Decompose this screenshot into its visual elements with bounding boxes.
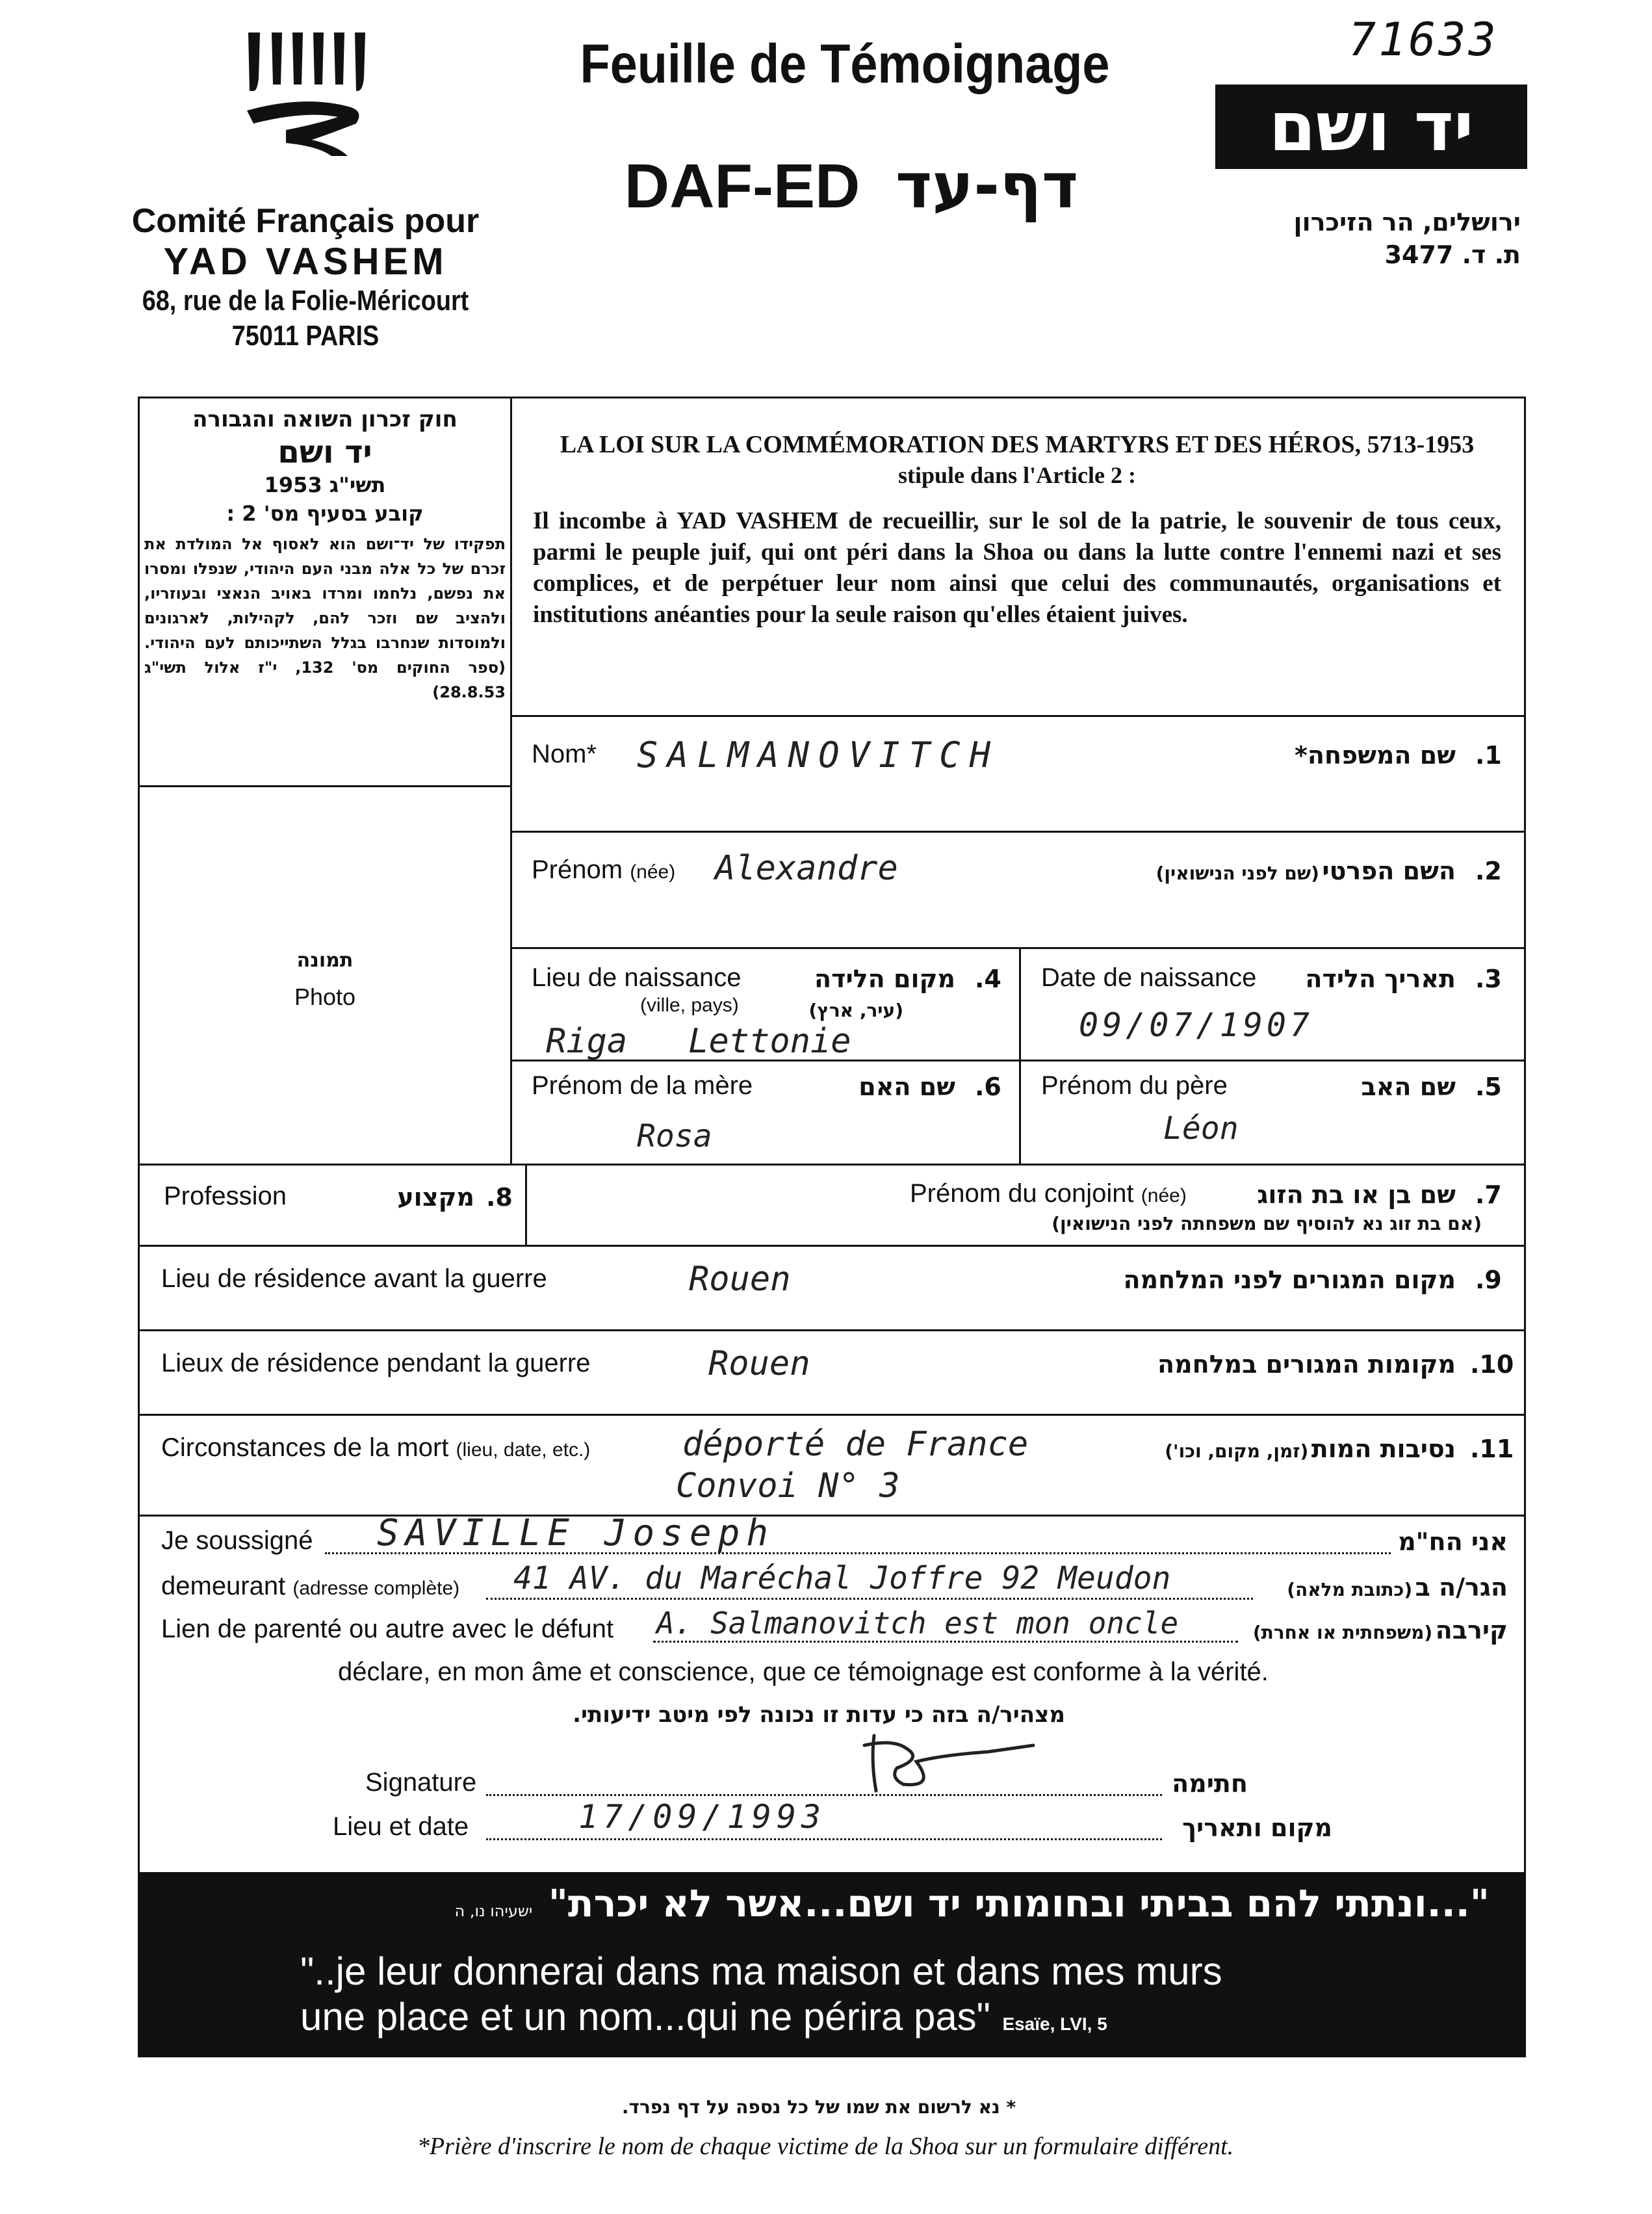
declare-hebrew: מצהיר/ה בזה כי עדות זו נכונה לפי מיטב ידיעותי.	[573, 1702, 1065, 1728]
law-hebrew-line2: יד ושם	[277, 434, 372, 471]
law-hebrew-line3: תשי"ג 1953	[264, 473, 386, 497]
banner-french-line2: une place et un nom...qui ne périra pas"	[300, 1995, 990, 2038]
conjoint-label	[910, 1179, 1187, 1208]
demeurant-label-main: demeurant	[161, 1572, 286, 1600]
yad-vashem-logo: יד ושם	[1215, 85, 1527, 169]
date-naissance-label: Date de naissance	[1041, 963, 1257, 992]
lieu-naissance-hebrew: מקום הלידה	[814, 965, 955, 993]
demeurant-label-small: (adresse complète)	[292, 1578, 460, 1599]
banner-hebrew: "...ונתתי להם בביתי ובחומותי יד ושם...אשר לא יכרת"	[548, 1881, 1490, 1925]
law-french-body: Il incombe à YAD VASHEM de recueillir, sur le sol de la patrie, le souvenir de tous ceux, parmi le peuple juif, qui ont péri dans la Shoa ou dans la lutte contre l'ennemi nazi et ses complices, et de perpétuer leur nom ainsi que celui des communautés, organisations et institutions anéanties pour la seule raison qu'elles étaient juives.	[533, 508, 1501, 628]
prenom-mere-number: .6	[975, 1073, 1001, 1101]
lieu-naissance-field[interactable]: Riga Lettonie	[546, 1022, 851, 1061]
lieu-date-hebrew: מקום ותאריך	[1182, 1814, 1332, 1842]
footer-french: *Prière d'inscrire le nom de chaque victime de la Shoa sur un formulaire différent.	[417, 2133, 1234, 2160]
soussigne-field[interactable]: SAVILLE Joseph	[377, 1512, 775, 1554]
date-naissance-hebrew: תאריך הלידה	[1305, 965, 1456, 993]
photo-hebrew: תמונה	[296, 949, 354, 972]
footer-hebrew: * נא לרשום את שמו של כל נספה על דף נפרד.	[621, 2096, 1016, 2118]
circonstances-label-small: (lieu, date, etc.)	[456, 1439, 591, 1461]
law-french-title: LA LOI SUR LA COMMÉMORATION DES MARTYRS ET DES HÉROS, 5713-1953	[560, 431, 1475, 458]
law-hebrew-line1: חוק זכרון השואה והגבורה	[192, 406, 458, 432]
residence-pendant-hebrew: מקומות המגורים במלחמה	[1157, 1350, 1456, 1379]
lien-label: Lien de parenté ou autre avec le défunt	[161, 1615, 614, 1643]
residence-pendant-field[interactable]: Rouen	[708, 1344, 810, 1383]
circonstances-field-line2[interactable]: Convoi N° 3	[676, 1466, 900, 1505]
quote-banner	[138, 1872, 1526, 2057]
nom-field[interactable]: SALMANOVITCH	[637, 735, 1000, 775]
lien-hebrew-small: (משפחתית או אחרת)	[1252, 1622, 1433, 1643]
soussigne-label: Je soussigné	[161, 1526, 313, 1555]
residence-pendant-number: .10	[1470, 1350, 1514, 1379]
date-naissance-field[interactable]: 09/07/1907	[1079, 1006, 1314, 1044]
page-title: Feuille de Témoignage	[580, 33, 1110, 94]
law-hebrew-block	[144, 404, 506, 705]
nom-number: .1	[1475, 741, 1502, 770]
circonstances-hebrew-group	[1053, 1435, 1456, 1463]
nom-label: Nom*	[532, 740, 597, 768]
conjoint-hebrew: שם בן או בת הזוג	[1257, 1180, 1456, 1209]
prenom-label-small: (née)	[630, 861, 676, 883]
profession-number: .8	[486, 1183, 513, 1212]
banner-french-line1: "..je leur donnerai dans ma maison et dans mes murs	[300, 1949, 1222, 1993]
banner-french-line2-group	[300, 1994, 1107, 2039]
daf-ed-hebrew: דף-עד	[895, 150, 1079, 222]
banner-hebrew-ref: ישעיהו נו, ה	[454, 1902, 533, 1920]
soussigne-hebrew: אני הח"מ	[1398, 1528, 1508, 1556]
prenom-pere-field[interactable]: Léon	[1163, 1110, 1239, 1147]
law-french-subtitle: stipule dans l'Article 2 :	[898, 462, 1136, 488]
prenom-number: .2	[1475, 857, 1502, 885]
conjoint-hebrew-small: (אם בת זוג נא להוסיף שם משפחתה לפני הנישואין)	[1052, 1213, 1482, 1234]
prenom-pere-label: Prénom du père	[1041, 1071, 1228, 1100]
conjoint-label-small: (née)	[1141, 1185, 1187, 1206]
jerusalem-line2: ת. ד. 3477	[1384, 241, 1521, 269]
circonstances-hebrew: נסיבות המות	[1311, 1435, 1456, 1463]
demeurant-hebrew-group	[1254, 1573, 1508, 1602]
lien-hebrew: קירבה	[1435, 1616, 1508, 1645]
lieu-naissance-hebrew-small: (עיר, ארץ)	[808, 1000, 903, 1021]
signature-hebrew: חתימה	[1172, 1769, 1248, 1798]
archive-number: 71633	[1349, 13, 1499, 66]
jerusalem-line1: ירושלים, הר הזיכרון	[1293, 208, 1521, 237]
conjoint-number: .7	[1475, 1180, 1502, 1209]
lieu-naissance-label: Lieu de naissance	[532, 963, 742, 992]
signature-label: Signature	[365, 1768, 477, 1797]
prenom-field[interactable]: Alexandre	[715, 849, 898, 888]
prenom-hebrew-small: (שם לפני הנישואין)	[1155, 863, 1319, 884]
prenom-label-main: Prénom	[532, 855, 623, 884]
law-french-block	[533, 430, 1501, 631]
prenom-mere-hebrew: שם האם	[858, 1073, 955, 1101]
prenom-pere-hebrew: שם האב	[1361, 1073, 1456, 1101]
profession-label: Profession	[164, 1182, 287, 1210]
photo-area	[138, 949, 512, 1011]
lieu-date-field[interactable]: 17/09/1993	[578, 1798, 827, 1836]
circonstances-hebrew-small: (זמן, מקום, וכו')	[1165, 1440, 1309, 1462]
prenom-mere-label: Prénom de la mère	[532, 1071, 753, 1100]
declare-french: déclare, en mon âme et conscience, que ce témoignage est conforme à la vérité.	[338, 1658, 1269, 1686]
residence-avant-hebrew: מקום המגורים לפני המלחמה	[1123, 1266, 1456, 1294]
demeurant-label	[161, 1572, 459, 1601]
circonstances-number: .11	[1470, 1435, 1514, 1463]
conjoint-label-main: Prénom du conjoint	[910, 1179, 1134, 1208]
demeurant-hebrew: הגר/ה ב	[1415, 1573, 1508, 1602]
banner-french-ref: Esaïe, LVI, 5	[1002, 2014, 1107, 2034]
prenom-label	[532, 855, 675, 885]
residence-pendant-label: Lieux de résidence pendant la guerre	[161, 1349, 591, 1377]
law-hebrew-body: תפקידו של יד־ושם הוא לאסוף אל המולדת את זכרם של כל אלה מבני העם היהודי, שנפלו ומסרו את נפשם, נלחמו ומרדו באויב הנאצי ובעוזריו, ולהציב שם וזכר להם, לקהילות, לארגונים ולמוסדות שנחרבו בגלל השתייכותם לעם היהודי. (ספר החוקים מס' 132, י"ז אלול תשי"ג 28.8.53)	[144, 535, 506, 701]
profession-hebrew: מקצוע	[397, 1183, 474, 1212]
residence-avant-number: .9	[1475, 1266, 1502, 1294]
menorah-logo-icon	[240, 26, 370, 156]
demeurant-hebrew-small: (כתובת מלאה)	[1287, 1579, 1413, 1600]
committee-line4: 75011 PARIS	[231, 320, 380, 352]
daf-ed-latin: DAF-ED	[624, 151, 860, 221]
nom-hebrew: שם המשפחה*	[1294, 741, 1456, 770]
lien-hebrew-group	[1248, 1616, 1508, 1645]
residence-avant-label: Lieu de résidence avant la guerre	[161, 1264, 547, 1293]
committee-line3: 68, rue de la Folie-Méricourt	[142, 285, 469, 317]
photo-label: Photo	[294, 983, 356, 1010]
signature-mark[interactable]	[845, 1716, 1053, 1807]
lieu-date-label: Lieu et date	[333, 1812, 469, 1841]
law-hebrew-line4: קובע בסעיף מס' 2 :	[226, 501, 424, 526]
prenom-pere-number: .5	[1475, 1073, 1502, 1101]
lieu-naissance-label-small: (ville, pays)	[640, 995, 739, 1016]
committee-block	[110, 202, 500, 354]
banner-hebrew-line	[138, 1881, 1490, 1925]
date-naissance-number: .3	[1475, 965, 1502, 993]
lieu-naissance-number: .4	[975, 965, 1001, 993]
circonstances-field-line1[interactable]: déporté de France	[682, 1425, 1029, 1464]
prenom-hebrew: השם הפרטי	[1322, 857, 1456, 885]
lien-field[interactable]: A. Salmanovitch est mon oncle	[656, 1606, 1179, 1641]
residence-avant-field[interactable]: Rouen	[689, 1260, 791, 1299]
prenom-hebrew-group	[1040, 857, 1456, 885]
circonstances-label	[161, 1433, 590, 1463]
circonstances-label-main: Circonstances de la mort	[161, 1433, 449, 1462]
demeurant-field[interactable]: 41 AV. du Maréchal Joffre 92 Meudon	[513, 1560, 1171, 1596]
daf-ed-title	[559, 150, 1144, 222]
committee-line2: YAD VASHEM	[163, 241, 448, 283]
prenom-mere-field[interactable]: Rosa	[637, 1118, 712, 1154]
committee-line1: Comité Français pour	[131, 202, 480, 240]
